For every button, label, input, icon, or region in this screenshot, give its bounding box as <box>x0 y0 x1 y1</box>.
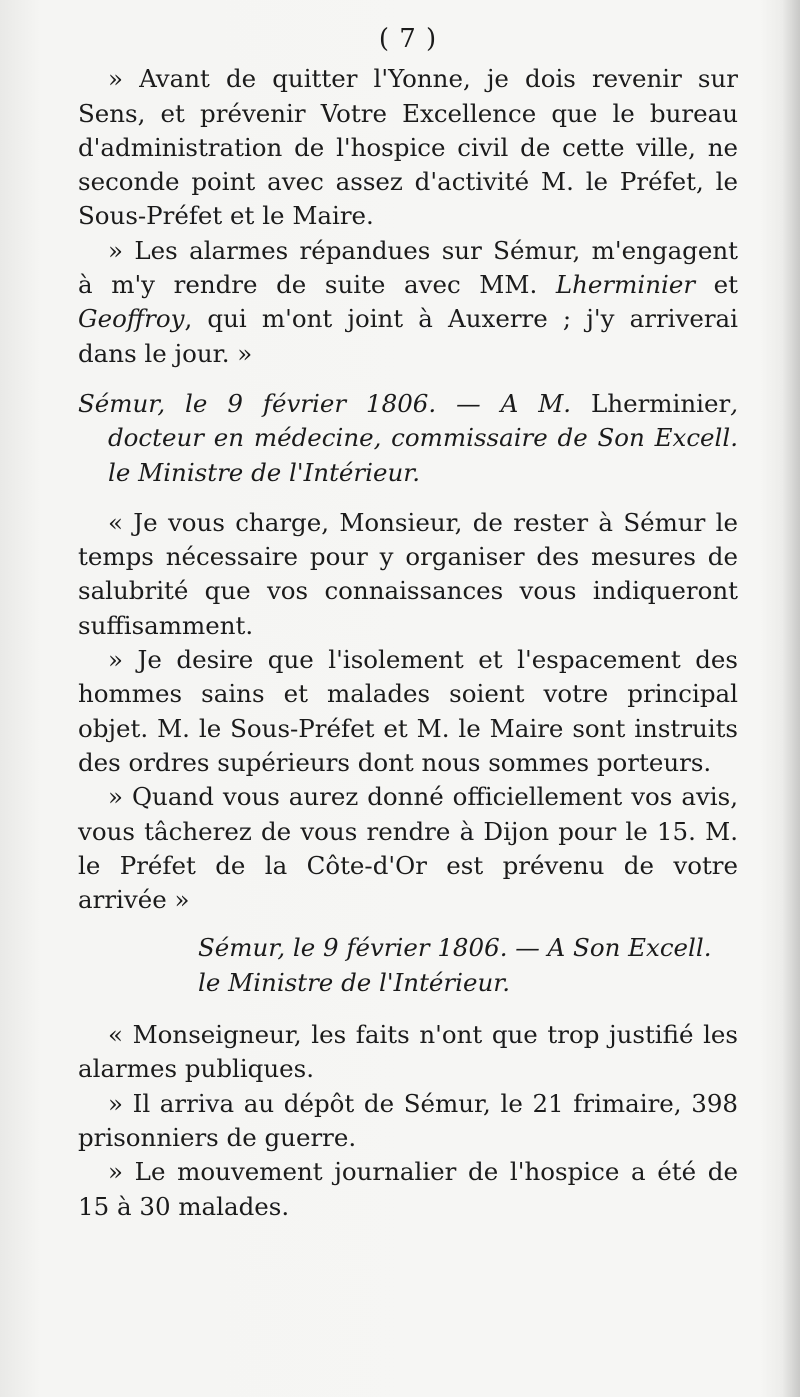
heading-part: , docteur en médecine, commissaire de Son Excell. le Ministre de l'Intérieur. <box>108 388 738 487</box>
heading-text <box>78 387 738 490</box>
page-edge-shadow <box>782 0 800 1397</box>
name-lherminier: Lherminier <box>555 270 696 300</box>
page-number: ( 7 ) <box>378 24 438 54</box>
paragraph-text: et <box>695 270 738 300</box>
paragraph-depot: » Il arriva au dépôt de Sémur, le 21 frimaire, 398 prisonniers de guerre. <box>78 1088 738 1152</box>
heading-name: Lherminier <box>591 388 731 418</box>
letter-heading-lherminier <box>78 387 738 490</box>
paragraph-mouvement: » Le mouvement journalier de l'hospice a été de 15 à 30 malades. <box>78 1157 738 1221</box>
paragraph-semur-alarmes <box>78 234 738 371</box>
paragraph-dijon: » Quand vous aurez donné officiellement vos avis, vous tâcherez de vous rendre à Dijon pour le 15. M. le Préfet de la Côte-d'Or est prévenu de votre arrivée » <box>78 782 738 915</box>
paragraph-charge: « Je vous charge, Monsieur, de rester à Sémur le temps nécessaire pour y organiser des mesures de salubrité que vos connaissances vous indiqueront suffisamment. <box>78 507 738 640</box>
heading-line-2: le Ministre de l'Intérieur. <box>198 967 511 997</box>
page-text <box>78 22 738 1224</box>
name-geoffroy: Geoffroy <box>78 304 185 334</box>
paragraph-monseigneur: « Monseigneur, les faits n'ont que trop justifié les alarmes publiques. <box>78 1020 738 1084</box>
paragraph-text: , qui m'ont joint à Auxerre ; j'y arriverai dans le jour. » <box>78 304 738 368</box>
paragraph-text: » Les alarmes répandues sur Sémur, m'engagent à m'y rendre de suite avec MM. <box>78 235 738 300</box>
paragraph-sens: » Avant de quitter l'Yonne, je dois revenir sur Sens, et prévenir Votre Excellence que le bureau d'administration de l'hospice civil de cette ville, ne seconde point avec assez d'activité M. le Préfet, le Sous-Préfet et le Maire. <box>78 64 738 231</box>
paragraph-isolement: » Je desire que l'isolement et l'espacement des hommes sains et malades soient votre principal objet. M. le Sous-Préfet et M. le Maire sont instruits des ordres supérieurs dont nous sommes porteurs. <box>78 645 738 777</box>
letter-heading-ministre <box>78 931 738 1000</box>
heading-part: Sémur, le 9 février 1806. — A M. <box>78 388 592 418</box>
heading-line-1: Sémur, le 9 février 1806. — A Son Excell. <box>198 933 712 963</box>
